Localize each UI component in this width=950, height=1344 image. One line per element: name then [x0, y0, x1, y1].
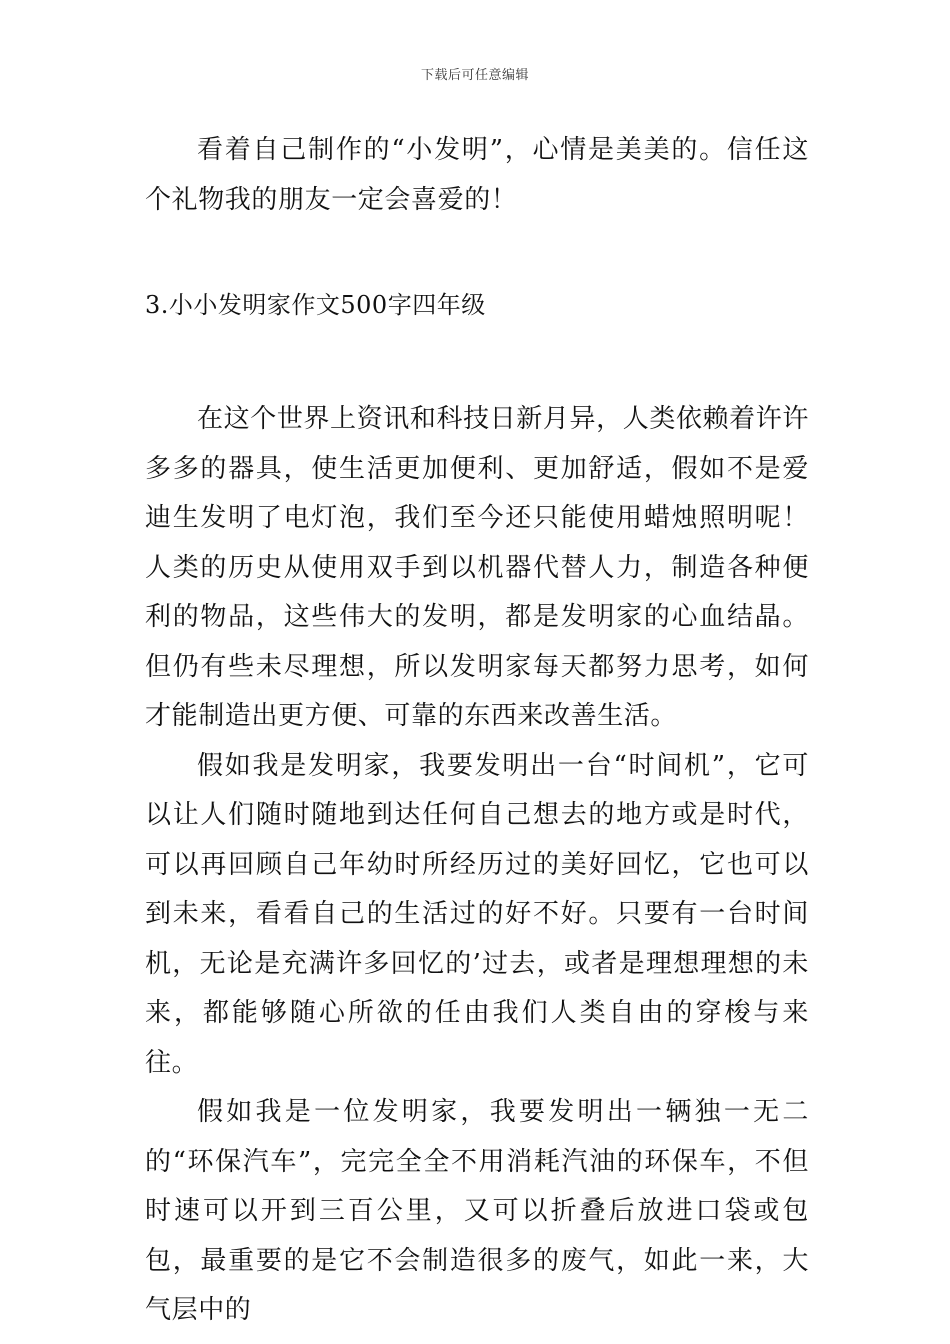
section-heading: 3.小小发明家作文500字四年级: [145, 291, 486, 319]
spacer: [145, 325, 809, 395]
spacer: [145, 225, 809, 285]
paragraph-intro: 在这个世界上资讯和科技日新月异，人类依赖着许许多多的器具，使生活更加便利、更加舒适，假如不是爱迪生发明了电灯泡，我们至今还只能使用蜡烛照明呢！人类的历史从使用双手到以机器代替人力，制造各种便利的物品，这些伟大的发明，都是发明家的心血结晶。但仍有些未尽理想，所以发明家每天都努力思考，如何才能制造出更方便、可靠的东西来改善生活。: [145, 404, 809, 731]
paragraph-eco-car: 假如我是一位发明家，我要发明出一辆独一无二的“环保汽车”，完完全全不用消耗汽油的环保车，不但时速可以开到三百公里，又可以折叠后放进口袋或包包，最重要的是它不会制造很多的废气，如此一来，大气层中的: [145, 1097, 809, 1325]
paragraph-time-machine: 假如我是发明家，我要发明出一台“时间机”，它可以让人们随时随地到达任何自己想去的地方或是时代，可以再回顾自己年幼时所经历过的美好回忆，它也可以到未来，看看自己的生活过的好不好。只要有一台时间机，无论是充满许多回忆的’过去，或者是理想理想的未来，都能够随心所欲的任由我们人类自由的穿梭与来往。: [145, 750, 809, 1078]
page-header-note: 下载后可任意编辑: [420, 68, 529, 83]
document-body: [145, 126, 809, 1336]
paragraph-closing-previous: 看着自己制作的“小发明”，心情是美美的。信任这个礼物我的朋友一定会喜爱的！: [145, 135, 809, 215]
